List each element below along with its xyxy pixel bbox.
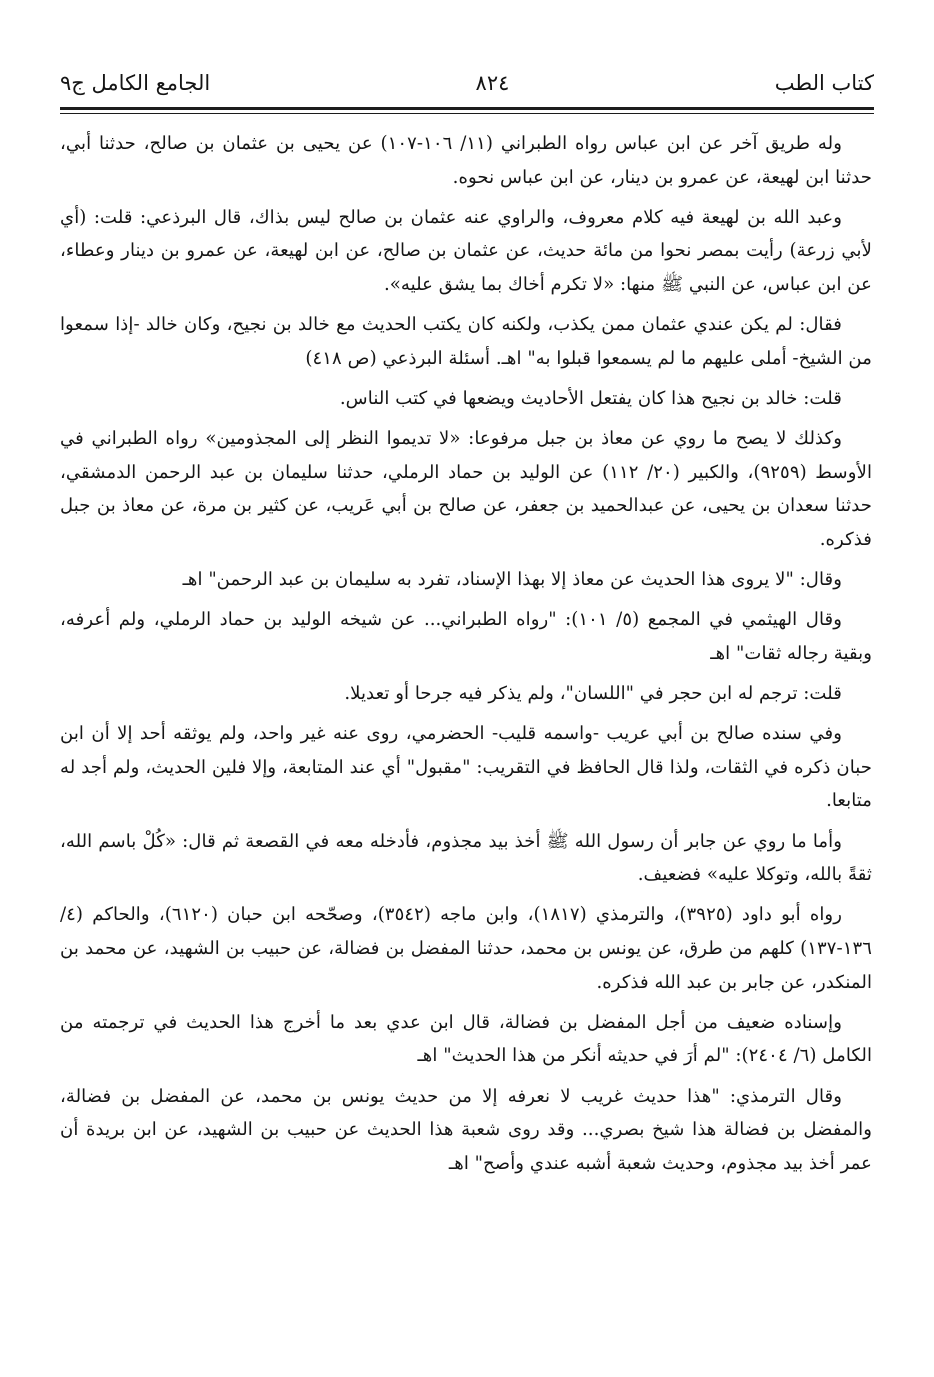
paragraph: وقال الترمذي: "هذا حديث غريب لا نعرفه إلا من حديث يونس بن محمد، عن المفضل بن فضالة، والمفضل بن فضالة هذا شيخ بصري... وقد روى شعبة هذا الحديث عن حبيب بن الشهيد، عن ابن بريدة أن عمر أخذ بيد مجذوم، وحديث شعبة أشبه عندي وأصح" اهـ <box>60 1085 872 1174</box>
paragraph: وإسناده ضعيف من أجل المفضل بن فضالة، قال ابن عدي بعد ما أخرج هذا الحديث في ترجمته من الكامل (٦/ ٢٤٠٤): "لم أرَ في حديثه أنكر من هذا الحديث" اهـ <box>60 1011 872 1067</box>
paragraph: وكذلك لا يصح ما روي عن معاذ بن جبل مرفوعا: «لا تديموا النظر إلى المجذومين» رواه الطبراني في الأوسط (٩٢٥٩)، والكبير (٢٠/ ١١٢) عن الوليد بن حماد الرملي، حدثنا سليمان بن عبد الرحمن الدمشقي، حدثنا سعدان بن يحيى، عن عبدالحميد بن جعفر، عن صالح بن أبي عَريب، عن كثير بن مرة، عن معاذ بن جبل فذكره. <box>60 428 873 550</box>
page-header <box>60 66 874 100</box>
header-rule-thin <box>60 113 874 114</box>
page-body <box>60 127 872 1180</box>
paragraph: قلت: خالد بن نجيح هذا كان يفتعل الأحاديث ويضعها في كتب الناس. <box>339 387 842 409</box>
paragraph: وقال الهيثمي في المجمع (٥/ ١٠١): "رواه الطبراني... عن شيخه الوليد بن حماد الرملي، ولم أعرفه، وبقية رجاله ثقات" اهـ <box>60 609 872 664</box>
paragraph: وله طريق آخر عن ابن عباس رواه الطبراني (١١/ ١٠٦-١٠٧) عن يحيى بن عثمان بن صالح، حدثنا أبي، حدثنا ابن لهيعة، عن عمرو بن دينار، عن ابن عباس نحوه. <box>60 133 872 188</box>
header-rule-thick <box>60 107 874 110</box>
paragraph: وقال: "لا يروى هذا الحديث عن معاذ إلا بهذا الإسناد، تفرد به سليمان بن عبد الرحمن" اهـ <box>182 569 842 591</box>
chapter-title: كتاب الطب <box>774 71 874 95</box>
paragraph: رواه أبو داود (٣٩٢٥)، والترمذي (١٨١٧)، وابن ماجه (٣٥٤٢)، وصحّحه ابن حبان (٦١٢٠)، والحاكم (٤/ ١٣٦-١٣٧) كلهم من طرق، عن يونس بن محمد، حدثنا المفضل بن فضالة، عن حبيب بن الشهيد، عن محمد بن المنكدر، عن جابر بن عبد الله فذكره. <box>60 904 872 993</box>
book-title: الجامع الكامل ج٩ <box>60 71 211 95</box>
paragraph: قلت: ترجم له ابن حجر في "اللسان"، ولم يذكر فيه جرحا أو تعديلا. <box>344 683 842 705</box>
paragraph: وعبد الله بن لهيعة فيه كلام معروف، والراوي عنه عثمان بن صالح ليس بذاك، قال البرذعي: قلت: (أي لأبي زرعة) رأيت بمصر نحوا من مائة حديث، عن عثمان بن صالح، عن ابن لهيعة، عن عمرو بن دينار وعطاء، عن ابن عباس، عن النبي ﷺ منها: «لا تكرم أخاك بما يشق عليه». <box>60 206 872 295</box>
paragraph: وفي سنده صالح بن أبي عريب -واسمه قليب- الحضرمي، روى عنه غير واحد، ولم يوثقه أحد إلا أن ابن حبان ذكره في الثقات، ولذا قال الحافظ في التقريب: "مقبول" أي عند المتابعة، وإلا فلين الحديث، ولم أجد له متابعا. <box>60 723 872 812</box>
paragraph: فقال: لم يكن عندي عثمان ممن يكذب، ولكنه كان يكتب الحديث مع خالد بن نجيح، وكان خالد -إذا سمعوا من الشيخ- أملى عليهم ما لم يسمعوا قبلوا به" اهـ. أسئلة البرذعي (ص ٤١٨) <box>60 314 872 369</box>
page-number: ٨٢٤ <box>475 71 510 95</box>
paragraph: وأما ما روي عن جابر أن رسول الله ﷺ أخذ بيد مجذوم، فأدخله معه في القصعة ثم قال: «كُلْ باسم الله، ثقةً بالله، وتوكلا عليه» فضعيف. <box>60 830 872 886</box>
